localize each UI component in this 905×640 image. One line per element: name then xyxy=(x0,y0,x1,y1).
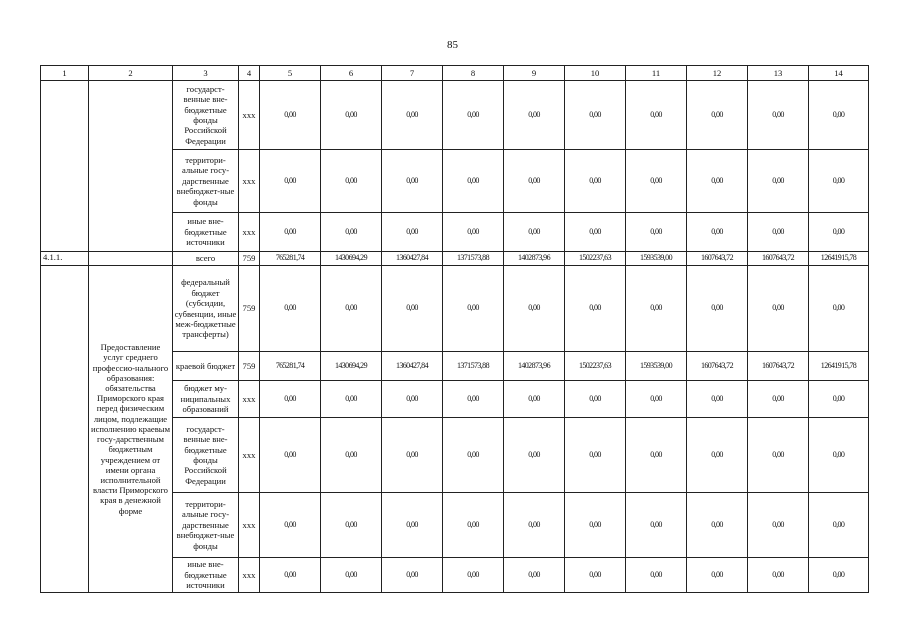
value-cell: 0,00 xyxy=(382,418,443,493)
value-cell: 1430694,29 xyxy=(321,352,382,381)
value-cell: 0,00 xyxy=(382,81,443,150)
value-cell: 0,00 xyxy=(687,150,748,213)
column-number-header: 14 xyxy=(809,66,869,81)
item-description-cell xyxy=(89,252,173,266)
value-cell: 12641915,78 xyxy=(809,352,869,381)
funding-source-cell: бюджет му-ниципальных образований xyxy=(173,381,239,418)
value-cell: 0,00 xyxy=(504,558,565,593)
value-cell: 1502237,63 xyxy=(565,252,626,266)
value-cell: 0,00 xyxy=(809,381,869,418)
budget-code-cell: ххх xyxy=(239,81,260,150)
funding-source-cell: государст-венные вне-бюджетные фонды Российской Федерации xyxy=(173,418,239,493)
value-cell: 0,00 xyxy=(809,418,869,493)
value-cell: 0,00 xyxy=(382,266,443,352)
column-number-header: 6 xyxy=(321,66,382,81)
column-number-header: 8 xyxy=(443,66,504,81)
budget-code-cell: ххх xyxy=(239,213,260,252)
value-cell: 0,00 xyxy=(809,150,869,213)
value-cell: 0,00 xyxy=(504,213,565,252)
value-cell: 1607643,72 xyxy=(748,352,809,381)
value-cell: 1502237,63 xyxy=(565,352,626,381)
value-cell: 0,00 xyxy=(626,558,687,593)
budget-code-cell: 759 xyxy=(239,266,260,352)
value-cell: 0,00 xyxy=(504,81,565,150)
budget-code-cell: 759 xyxy=(239,252,260,266)
value-cell: 0,00 xyxy=(565,81,626,150)
value-cell: 0,00 xyxy=(443,493,504,558)
value-cell: 0,00 xyxy=(504,381,565,418)
item-number-cell xyxy=(41,266,89,593)
table-row xyxy=(41,252,869,266)
value-cell: 0,00 xyxy=(443,150,504,213)
value-cell: 0,00 xyxy=(565,150,626,213)
value-cell: 1371573,88 xyxy=(443,352,504,381)
item-description-cell xyxy=(89,81,173,252)
budget-code-cell: ххх xyxy=(239,558,260,593)
page-number: 85 xyxy=(447,39,458,51)
value-cell: 0,00 xyxy=(260,266,321,352)
value-cell: 0,00 xyxy=(626,493,687,558)
funding-source-cell: территори-альные госу-дарственные внебюджет-ные фонды xyxy=(173,493,239,558)
item-number-cell: 4.1.1. xyxy=(41,252,89,266)
value-cell: 0,00 xyxy=(565,558,626,593)
value-cell: 0,00 xyxy=(626,266,687,352)
value-cell: 0,00 xyxy=(748,266,809,352)
value-cell: 0,00 xyxy=(748,381,809,418)
value-cell: 0,00 xyxy=(687,266,748,352)
value-cell: 0,00 xyxy=(321,150,382,213)
value-cell: 0,00 xyxy=(626,81,687,150)
value-cell: 0,00 xyxy=(321,493,382,558)
value-cell: 0,00 xyxy=(321,213,382,252)
value-cell: 0,00 xyxy=(321,266,382,352)
value-cell: 0,00 xyxy=(687,213,748,252)
table-row xyxy=(41,266,869,352)
funding-source-cell: государст-венные вне-бюджетные фонды Российской Федерации xyxy=(173,81,239,150)
value-cell: 0,00 xyxy=(260,81,321,150)
value-cell: 0,00 xyxy=(687,493,748,558)
value-cell: 0,00 xyxy=(626,150,687,213)
value-cell: 1593539,00 xyxy=(626,252,687,266)
funding-source-cell: иные вне-бюджетные источники xyxy=(173,213,239,252)
value-cell: 0,00 xyxy=(260,150,321,213)
value-cell: 0,00 xyxy=(748,81,809,150)
budget-code-cell: 759 xyxy=(239,352,260,381)
column-number-header: 13 xyxy=(748,66,809,81)
column-number-header: 12 xyxy=(687,66,748,81)
value-cell: 0,00 xyxy=(809,493,869,558)
value-cell: 1371573,88 xyxy=(443,252,504,266)
column-number-header: 9 xyxy=(504,66,565,81)
funding-source-cell: территори-альные госу-дарственные внебюджет-ные фонды xyxy=(173,150,239,213)
value-cell: 1607643,72 xyxy=(687,252,748,266)
value-cell: 0,00 xyxy=(565,266,626,352)
value-cell: 0,00 xyxy=(382,381,443,418)
value-cell: 0,00 xyxy=(504,266,565,352)
column-number-header: 10 xyxy=(565,66,626,81)
value-cell: 1593539,00 xyxy=(626,352,687,381)
table-row xyxy=(41,81,869,150)
column-number-header: 11 xyxy=(626,66,687,81)
value-cell: 765281,74 xyxy=(260,352,321,381)
value-cell: 0,00 xyxy=(809,81,869,150)
funding-source-cell: всего xyxy=(173,252,239,266)
column-number-header: 3 xyxy=(173,66,239,81)
value-cell: 0,00 xyxy=(504,418,565,493)
column-number-header: 5 xyxy=(260,66,321,81)
value-cell: 0,00 xyxy=(382,493,443,558)
budget-table xyxy=(40,65,869,593)
value-cell: 0,00 xyxy=(321,558,382,593)
value-cell: 0,00 xyxy=(382,150,443,213)
value-cell: 0,00 xyxy=(382,558,443,593)
value-cell: 0,00 xyxy=(443,81,504,150)
value-cell: 0,00 xyxy=(443,213,504,252)
column-number-header: 4 xyxy=(239,66,260,81)
value-cell: 0,00 xyxy=(809,213,869,252)
value-cell: 0,00 xyxy=(443,558,504,593)
header-row xyxy=(41,66,869,81)
value-cell: 0,00 xyxy=(565,381,626,418)
value-cell: 0,00 xyxy=(443,418,504,493)
item-description-cell: Предоставление услуг среднего профессио-нального образования: обязательства Приморского края перед физическим лицом, подлежащие исполнению краевым госу-дарственным бюджетным учреждением от имени органа исполнительной власти Приморского края в денежной форме xyxy=(89,266,173,593)
column-number-header: 2 xyxy=(89,66,173,81)
value-cell: 0,00 xyxy=(626,418,687,493)
value-cell: 0,00 xyxy=(260,558,321,593)
value-cell: 0,00 xyxy=(504,493,565,558)
value-cell: 0,00 xyxy=(321,81,382,150)
value-cell: 0,00 xyxy=(565,493,626,558)
value-cell: 0,00 xyxy=(260,493,321,558)
budget-code-cell: ххх xyxy=(239,150,260,213)
column-number-header: 7 xyxy=(382,66,443,81)
funding-source-cell: иные вне-бюджетные источники xyxy=(173,558,239,593)
value-cell: 0,00 xyxy=(260,381,321,418)
budget-code-cell: ххх xyxy=(239,381,260,418)
value-cell: 0,00 xyxy=(321,418,382,493)
value-cell: 0,00 xyxy=(687,418,748,493)
value-cell: 0,00 xyxy=(443,266,504,352)
budget-code-cell: ххх xyxy=(239,418,260,493)
value-cell: 1402873,96 xyxy=(504,352,565,381)
value-cell: 1402873,96 xyxy=(504,252,565,266)
value-cell: 0,00 xyxy=(809,266,869,352)
funding-source-cell: краевой бюджет xyxy=(173,352,239,381)
value-cell: 1360427,84 xyxy=(382,352,443,381)
value-cell: 0,00 xyxy=(626,213,687,252)
value-cell: 0,00 xyxy=(748,558,809,593)
value-cell: 0,00 xyxy=(687,558,748,593)
value-cell: 0,00 xyxy=(687,81,748,150)
budget-code-cell: ххх xyxy=(239,493,260,558)
item-number-cell xyxy=(41,81,89,252)
value-cell: 0,00 xyxy=(748,213,809,252)
value-cell: 0,00 xyxy=(443,381,504,418)
value-cell: 1430694,29 xyxy=(321,252,382,266)
value-cell: 0,00 xyxy=(809,558,869,593)
funding-source-cell: федеральный бюджет (субсидии, субвенции, иные меж-бюджетные трансферты) xyxy=(173,266,239,352)
value-cell: 0,00 xyxy=(626,381,687,418)
value-cell: 0,00 xyxy=(565,213,626,252)
value-cell: 0,00 xyxy=(321,381,382,418)
column-number-header: 1 xyxy=(41,66,89,81)
value-cell: 0,00 xyxy=(565,418,626,493)
value-cell: 1360427,84 xyxy=(382,252,443,266)
value-cell: 12641915,78 xyxy=(809,252,869,266)
value-cell: 0,00 xyxy=(382,213,443,252)
value-cell: 765281,74 xyxy=(260,252,321,266)
value-cell: 1607643,72 xyxy=(687,352,748,381)
value-cell: 0,00 xyxy=(260,418,321,493)
value-cell: 0,00 xyxy=(260,213,321,252)
value-cell: 0,00 xyxy=(748,418,809,493)
value-cell: 0,00 xyxy=(504,150,565,213)
value-cell: 0,00 xyxy=(748,493,809,558)
value-cell: 1607643,72 xyxy=(748,252,809,266)
value-cell: 0,00 xyxy=(748,150,809,213)
value-cell: 0,00 xyxy=(687,381,748,418)
